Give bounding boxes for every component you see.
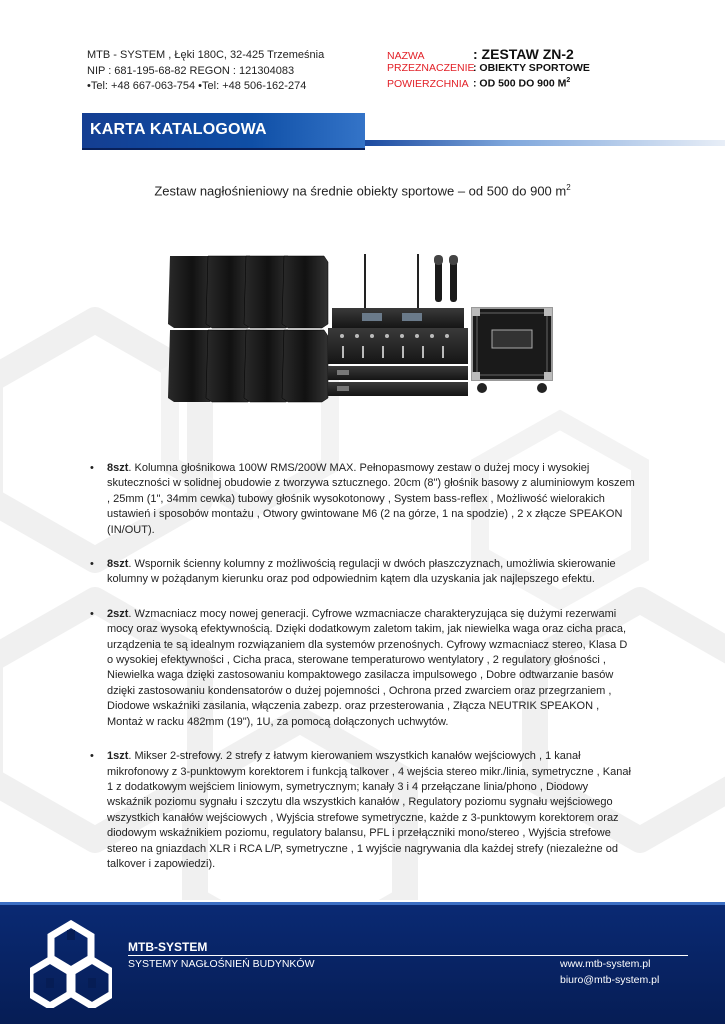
item-quantity: 1szt <box>107 750 129 763</box>
meta-area-value <box>473 77 570 90</box>
speaker-group-top <box>168 256 328 328</box>
footer-divider <box>128 955 688 956</box>
company-registration: NIP : 681-195-68-82 REGON : 121304083 <box>87 64 295 77</box>
list-item <box>90 607 635 730</box>
speaker-group-bottom <box>168 330 328 402</box>
flight-case <box>472 308 552 393</box>
footer-tagline: SYSTEMY NAGŁOŚNIEŃ BUDYNKÓW <box>128 958 315 970</box>
item-quantity: 8szt <box>107 558 129 571</box>
item-quantity: 2szt <box>107 607 129 620</box>
item-description: . Mikser 2-strefowy. 2 strefy z łatwym kierowaniem wszystkich kanałów wejściowych , 1 kanał mikrofonowy z 3-punktowym korektorem i funkcją talkover , 4 wejścia stereo mikr./linia, symetryczne , Kanał 1 z dodatkowym wejściem liniowym, symetrycznym; kanały 3 i 4 przełączane linia/phono , Diodowy wskaźnik poziomu sygnału i szczytu dla wszystkich kanałów , Regulatory poziomu sygnału wejściowego wszystkich kanałów wejściowych , Wyjścia strefowe symetryczne, każde z 3-punktowym korektorem oraz diodowym wskaźnikiem poziomu, regulatory balansu, PFL i przełączniki mono/stereo , Wyjścia strefowe stereo na gniazdach XLR i RCA L/P, symetryczne , 1 wyjście nagrywania dla każdej strefy (niezależne od talkover i zapowiedzi). <box>107 750 631 870</box>
meta-area-label: POWIERZCHNIA <box>387 77 469 90</box>
catalog-banner <box>82 113 365 150</box>
meta-area-row <box>387 77 590 93</box>
page-subtitle <box>0 183 725 198</box>
meta-name-label: NAZWA <box>387 50 425 62</box>
list-item <box>90 749 635 872</box>
product-meta <box>387 46 590 93</box>
equipment-list <box>90 461 635 891</box>
subtitle-text: Zestaw nagłośnieniowy na średnie obiekty sportowe – od 500 do 900 m <box>154 183 567 199</box>
list-item <box>90 461 635 538</box>
item-description: . Wspornik ścienny kolumny z możliwością regulacji w dwóch płaszczyznach, umożliwia skierowanie kolumny w pożądanym kierunku oraz pod odpowiednim kątem dla uzyskania jak najlepszego efektu. <box>107 558 616 586</box>
footer-company-name: MTB-SYSTEM <box>128 940 208 954</box>
meta-purpose-value: : OBIEKTY SPORTOWE <box>473 61 590 74</box>
bullet-icon: • <box>90 607 94 620</box>
footer-top-line <box>0 902 725 905</box>
bullet-icon: • <box>90 558 94 571</box>
bullet-icon: • <box>90 750 94 763</box>
meta-area-text: : OD 500 DO 900 M <box>473 77 567 90</box>
company-phones: •Tel: +48 667-063-754 •Tel: +48 506-162-274 <box>87 80 307 92</box>
meta-area-sup: 2 <box>566 77 571 84</box>
item-description: . Kolumna głośnikowa 100W RMS/200W MAX. Pełnopasmowy zestaw o dużej mocy i wysokiej skuteczności w solidnej obudowie z tworzywa sztucznego. 20cm (8") głośnik basowy z aluminiowym koszem , 25mm (1", 34mm cewka) tubowy głośnik wysokotonowy , System bass-reflex , Możliwość wielorakich ustawień i sposobów montażu , Otwory gwintowane M6 (2 na górze, 1 na spodzie) , 2 x złącze SPEAKON (IN/OUT). <box>107 462 635 536</box>
meta-purpose-row <box>387 62 590 78</box>
footer-website-link[interactable]: www.mtb-system.pl <box>560 958 651 970</box>
mtb-logo-icon <box>30 920 112 1008</box>
footer-email-link[interactable]: biuro@mtb-system.pl <box>560 974 660 986</box>
company-info <box>87 48 324 95</box>
subtitle-sup: 2 <box>566 183 571 192</box>
bullet-icon: • <box>90 462 94 474</box>
meta-purpose-label: PRZEZNACZENIE <box>387 61 475 74</box>
banner-title: KARTA KATALOGOWA <box>90 121 267 138</box>
banner-strip <box>365 140 725 146</box>
page-footer <box>0 902 725 1024</box>
meta-name-value: : ZESTAW ZN-2 <box>473 46 574 62</box>
product-photo <box>162 250 562 410</box>
list-item <box>90 557 635 588</box>
item-description: . Wzmacniacz mocy nowej generacji. Cyfrowe wzmacniacze charakteryzująca się dużymi rezerwami mocy oraz wysoką efektywnością. Dzięki dodatkowym zaletom takim, jak niewielka waga oraz cicha praca, urządzenia te są idealnym rozwiązaniem dla systemów przenośnych. Cyfrowy wzmacniacz stereo, Klasa D o wysokiej efektywności , Cicha praca, sterowane temperaturowo wentylatory , 2 regulatory głośności , Niewielka waga dzięki zastosowaniu kompaktowego zasilacza impulsowego , Dobre odtwarzanie basów dzięki zastosowaniu kondensatorów o dużej pojemności , Ochrona przed zwarciem oraz przegrzaniem , Diodowe wskaźniki zasilania, włączenia zabezp. oraz przesterowania , Złącza NEUTRIK SPEAKON , Montaż w racku 482mm (19"), 1U, za pomocą dołączonych uchwytów. <box>107 607 628 728</box>
company-address: MTB - SYSTEM , Łęki 180C, 32-425 Trzemeśnia <box>87 49 325 61</box>
item-quantity: 8szt <box>107 462 129 474</box>
meta-name-row <box>387 46 590 62</box>
